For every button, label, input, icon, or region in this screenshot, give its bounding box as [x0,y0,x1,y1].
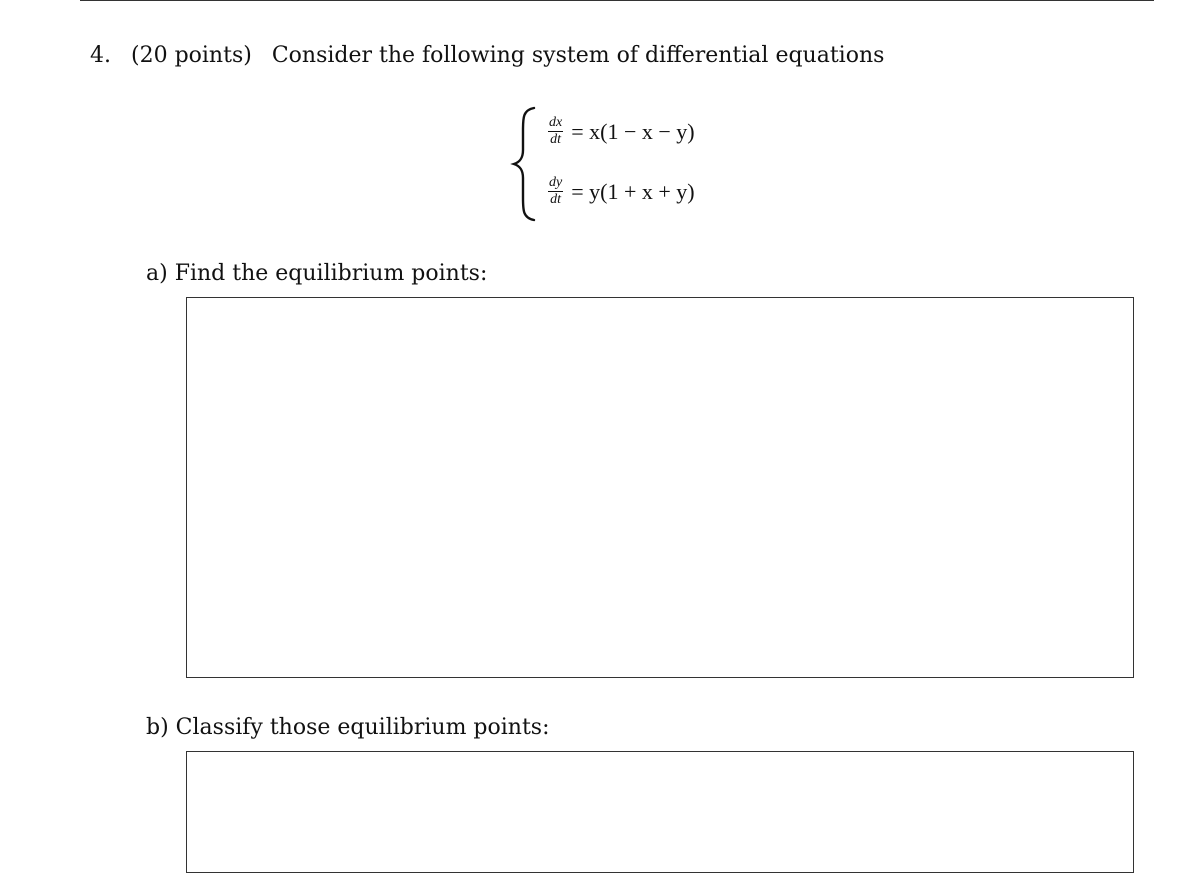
answer-box-b[interactable] [186,751,1134,873]
fraction-denominator: dt [550,132,562,147]
part-b-prompt [146,713,550,743]
part-a-text: Find the equilibrium points: [174,261,488,286]
fraction-dx-dt [548,116,563,147]
equation-system [510,104,870,224]
fraction-denominator: dt [550,192,562,207]
part-a-prompt [146,259,487,289]
problem-number: 4. [90,43,111,68]
fraction-dy-dt [548,176,563,207]
equation-rhs: = y(1 + x + y) [571,178,695,204]
fraction-numerator: dy [549,175,563,190]
equation-dy-dt [548,176,695,207]
problem-text: Consider the following system of differential equations [271,43,885,68]
part-a-label: a) [146,261,168,286]
top-rule [80,0,1154,1]
part-b-text: Classify those equilibrium points: [175,715,550,740]
fraction-numerator: dx [549,115,563,130]
problem-points: (20 points) [131,43,252,68]
equation-rhs: = x(1 − x − y) [571,118,695,144]
part-b-label: b) [146,715,169,740]
equation-dx-dt [548,116,695,147]
answer-box-a[interactable] [186,297,1134,678]
problem-statement [90,40,884,72]
left-brace [510,104,540,224]
